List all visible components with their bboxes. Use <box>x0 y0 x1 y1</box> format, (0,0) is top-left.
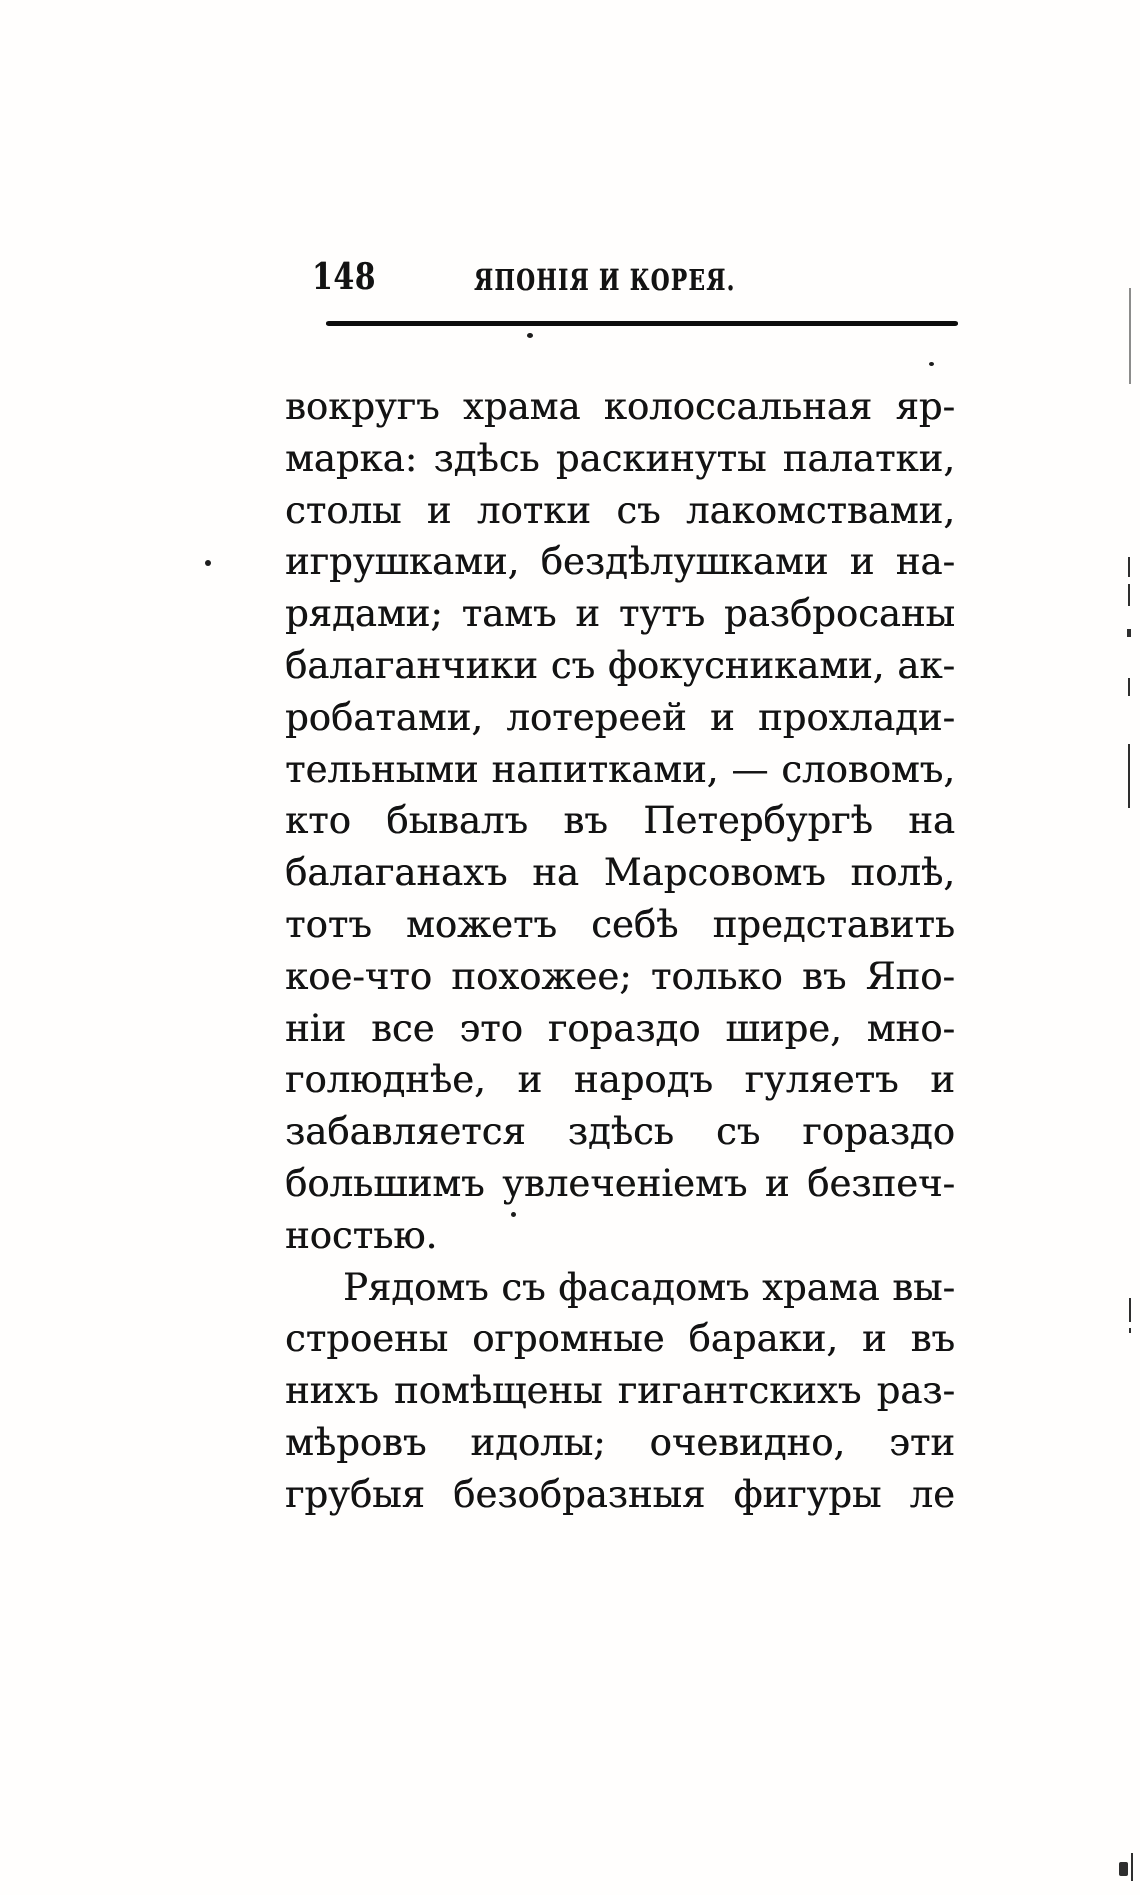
word: гуляетъ <box>744 1058 899 1102</box>
header-rule <box>326 321 958 326</box>
ink-speck <box>511 1212 516 1217</box>
word: безобразныя <box>453 1472 706 1516</box>
word: эти <box>889 1420 955 1464</box>
word: мно- <box>866 1006 955 1050</box>
word: бывалъ <box>386 799 528 843</box>
word: гигантскихъ <box>617 1369 862 1413</box>
word: лотки <box>476 488 591 532</box>
word: можетъ <box>405 902 557 946</box>
word: на- <box>895 540 955 584</box>
word: яр- <box>895 385 955 428</box>
word: палатки, <box>782 436 955 480</box>
word: тельными <box>285 747 479 791</box>
word: здѣсь <box>433 436 540 480</box>
scan-edge-artifact <box>1129 1328 1131 1333</box>
word: тамъ <box>461 592 557 636</box>
word: столы <box>285 488 402 532</box>
word: только <box>650 954 783 998</box>
word: представить <box>712 902 955 946</box>
word: безпеч- <box>807 1161 955 1205</box>
word: балаганчики <box>285 643 538 687</box>
word: Марсовомъ <box>603 851 826 895</box>
text-line <box>285 1106 955 1158</box>
scan-edge-artifact <box>1119 1862 1128 1876</box>
word: кое-что <box>285 954 433 998</box>
word: забавляется <box>285 1110 526 1154</box>
text-line <box>285 951 955 1003</box>
word: шире, <box>725 1006 842 1050</box>
text-line-content: ностью. <box>285 1213 438 1257</box>
scan-edge-artifact <box>1129 1298 1131 1322</box>
text-line <box>285 1210 955 1262</box>
word: голюднѣе, <box>285 1058 486 1102</box>
word: грубыя <box>285 1472 425 1516</box>
word: марка: <box>285 436 418 480</box>
word: ніи <box>285 1006 347 1050</box>
word: фигуры <box>733 1472 882 1516</box>
word: помѣщены <box>394 1369 603 1413</box>
word: тотъ <box>285 902 372 946</box>
word: и <box>764 1161 790 1205</box>
word: увлеченіемъ <box>502 1161 748 1205</box>
word: на <box>532 851 579 895</box>
text-line <box>285 433 955 485</box>
word: гораздо <box>547 1006 701 1050</box>
word: и <box>575 592 600 636</box>
word: въ <box>801 954 847 998</box>
scan-edge-artifact <box>1128 678 1130 696</box>
word: съ <box>550 643 596 687</box>
text-line <box>285 795 955 847</box>
word: съ <box>616 488 661 532</box>
word: похожее; <box>451 954 632 998</box>
text-line <box>285 847 955 899</box>
word: мѣровъ <box>285 1420 427 1464</box>
word: нихъ <box>285 1369 379 1413</box>
word: игрушками, <box>285 540 520 584</box>
word: бараки, <box>688 1317 839 1361</box>
word: фасадомъ <box>558 1265 750 1309</box>
word: храма <box>462 385 581 428</box>
word: строены <box>285 1317 449 1361</box>
word: напитками, <box>491 747 719 791</box>
text-line <box>285 1469 955 1521</box>
ink-speck <box>527 333 533 338</box>
word: фокусниками, <box>607 643 885 687</box>
text-line <box>285 744 955 796</box>
word: рядами; <box>285 592 443 636</box>
word: на <box>908 799 955 843</box>
word: лакомствами, <box>685 488 955 532</box>
scan-edge-artifact <box>1127 629 1131 637</box>
word: здѣсь <box>567 1110 674 1154</box>
word: — <box>731 747 769 791</box>
word: Рядомъ <box>343 1265 489 1309</box>
word: раз- <box>876 1369 955 1413</box>
word: кто <box>285 799 351 843</box>
scan-edge-artifact <box>1129 288 1131 384</box>
word: прохлади- <box>757 695 955 739</box>
page-number: 148 <box>312 256 377 298</box>
word: и <box>517 1058 543 1102</box>
word: лотереей <box>506 695 687 739</box>
ink-speck <box>205 560 211 566</box>
scan-edge-artifact <box>1131 1853 1133 1881</box>
text-line <box>285 536 955 588</box>
word: и <box>426 488 452 532</box>
word: и <box>849 540 875 584</box>
text-line <box>285 899 955 951</box>
word: съ <box>715 1110 761 1154</box>
word: съ <box>501 1265 546 1309</box>
scan-edge-artifact <box>1128 557 1130 577</box>
word: огромные <box>472 1317 665 1361</box>
word: Япо- <box>865 954 955 998</box>
text-line <box>285 692 955 744</box>
word: ак- <box>897 643 955 687</box>
word: бездѣлушками <box>540 540 829 584</box>
word: Петербургѣ <box>643 799 873 843</box>
word: и <box>709 695 735 739</box>
word: ле <box>909 1472 955 1516</box>
word: идолы; <box>470 1420 606 1464</box>
text-line <box>285 1262 955 1314</box>
text-line <box>285 1313 955 1365</box>
text-line <box>285 381 955 433</box>
word: словомъ, <box>781 747 955 791</box>
word: полѣ, <box>850 851 955 895</box>
page-text <box>285 381 955 1521</box>
text-line <box>285 1003 955 1055</box>
running-title-text: ЯПОНІЯ И КОРЕЯ. <box>474 263 736 297</box>
word: вы- <box>892 1265 955 1309</box>
word: очевидно, <box>649 1420 846 1464</box>
word: разбросаны <box>723 592 955 636</box>
word: и <box>862 1317 887 1361</box>
scan-edge-artifact <box>1128 584 1130 606</box>
word: народъ <box>573 1058 713 1102</box>
word: тутъ <box>618 592 706 636</box>
text-line <box>285 588 955 640</box>
text-line <box>285 640 955 692</box>
word: себѣ <box>591 902 679 946</box>
word: все <box>371 1006 435 1050</box>
ink-speck <box>929 362 934 366</box>
word: балаганахъ <box>285 851 508 895</box>
word: и <box>930 1058 955 1102</box>
text-line <box>285 485 955 537</box>
word: большимъ <box>285 1161 485 1205</box>
word: раскинуты <box>555 436 767 480</box>
word: это <box>459 1006 523 1050</box>
text-line <box>285 1417 955 1469</box>
word: въ <box>910 1317 955 1361</box>
word: гораздо <box>802 1110 955 1154</box>
word: робатами, <box>285 695 484 739</box>
word: колоссальная <box>603 385 873 428</box>
text-line <box>285 1054 955 1106</box>
running-title <box>425 263 785 297</box>
text-line <box>285 1365 955 1417</box>
text-line <box>285 1158 955 1210</box>
word: храма <box>762 1265 880 1309</box>
word: въ <box>563 799 608 843</box>
word: вокругъ <box>285 385 440 428</box>
scan-edge-artifact <box>1128 744 1130 808</box>
